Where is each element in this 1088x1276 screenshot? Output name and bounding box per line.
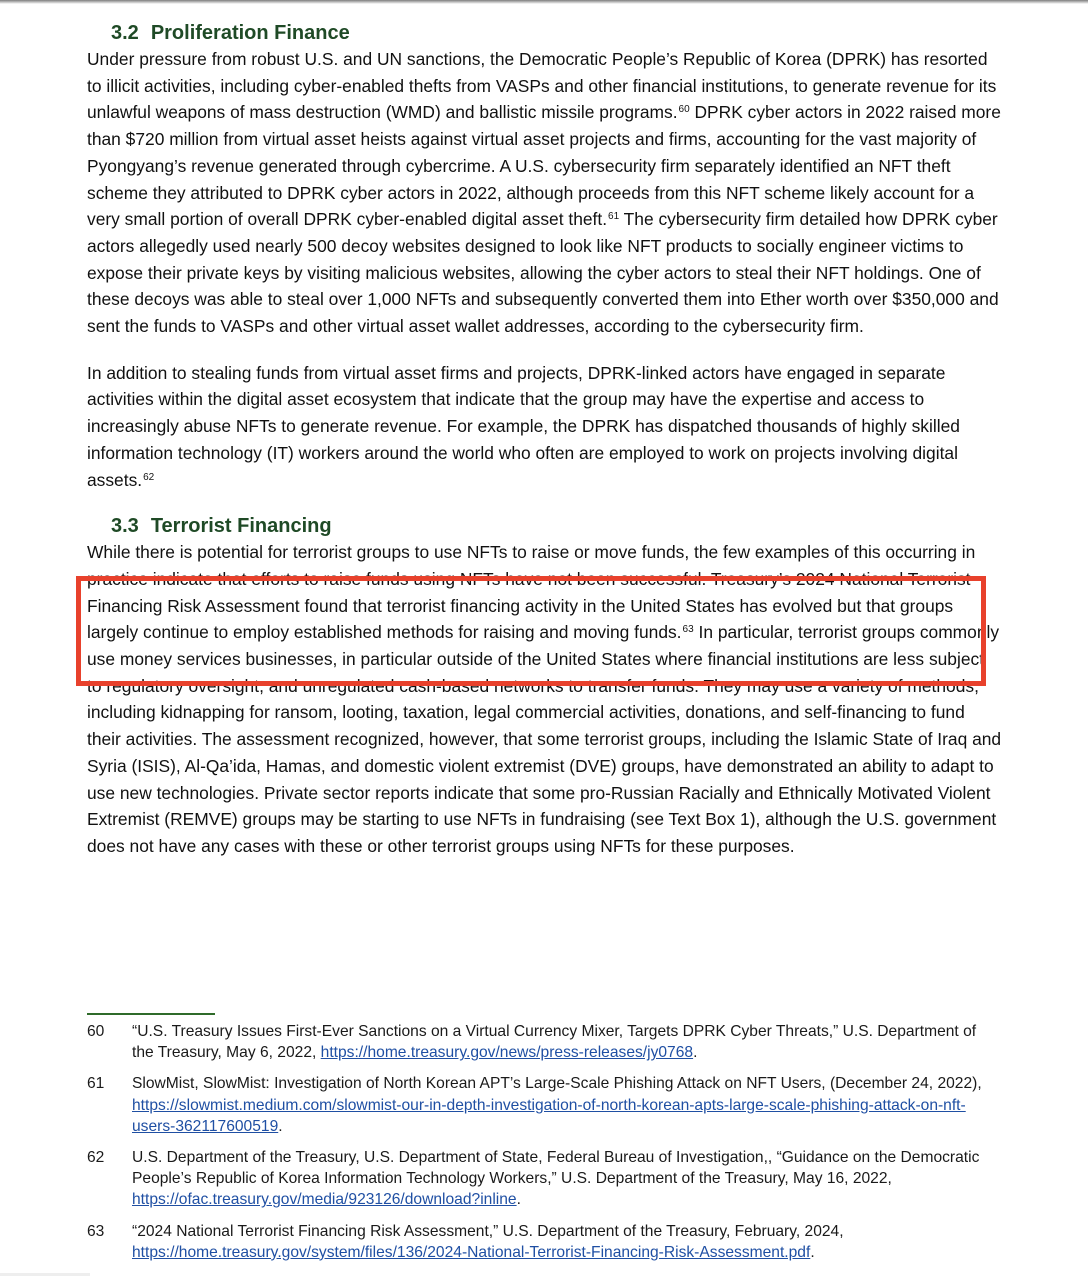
footnote-number: 63 [87, 1222, 105, 1240]
document-page [87, 20, 1002, 860]
footnotes-section [87, 1013, 1002, 1273]
footnote-60 [87, 1021, 1002, 1063]
footnote-link[interactable]: https://ofac.treasury.gov/media/923126/download?inline [132, 1191, 517, 1209]
footnote-61 [87, 1073, 1002, 1137]
footnote-number: 60 [87, 1023, 105, 1040]
footnote-text: U.S. Department of the Treasury, U.S. Department of State, Federal Bureau of Investigation,, “Guidance on the Democratic People’s Republic of Korea Information Technology Workers,” U.S. Department of the Treasury, May 16, 2022, [132, 1149, 980, 1188]
section-number: 3.2 [111, 22, 139, 44]
paragraph-text: In particular, terrorist groups commonly use money services businesses, in particular outside of the United States where financial institutions are less subject to regulatory oversight, and unregulated cash-based networks to transfer funds. They may use a variety of methods, including kidnapping for ransom, looting, taxation, legal commercial activities, donations, and self-financing to fund their activities. The assessment recognized, however, that some terrorist groups, including the Islamic State of Iraq and Syria (ISIS), Al-Qa’ida, Hamas, and domestic violent extremist (DVE) groups, have demonstrated an ability to adapt to use new technologies. Private sector reports indicate that some pro-Russian Racially and Ethnically Motivated Violent Extremist (REMVE) groups may be starting to use NFTs in fundraising (see Text Box 1), although the U.S. government does not have any cases with these or other terrorist groups using NFTs for these purposes. [87, 622, 1002, 856]
footnote-link[interactable]: https://home.treasury.gov/news/press-releases/jy0768 [320, 1044, 694, 1062]
footnote-link[interactable]: https://slowmist.medium.com/slowmist-our-in-depth-investigation-of-north-korean-apts-large-scale-phishing-attack-on-nft-users-362117600519 [132, 1096, 966, 1135]
paragraph-text: The cybersecurity firm detailed how DPRK cyber actors allegedly used nearly 500 decoy websites designed to look like NFT products to socially engineer victims to expose their private keys by visiting malicious websites, allowing the cyber actors to steal their NFT holdings. One of these decoys was able to steal over 1,000 NFTs and subsequently converted them into Ether worth over $350,000 and sent the funds to VASPs and other virtual asset wallet addresses, according to the cybersecurity firm. [87, 209, 999, 337]
section-heading-terrorist-financing [87, 513, 1002, 539]
footnote-divider [87, 1013, 215, 1015]
footnote-tail: . [693, 1044, 698, 1062]
highlighted-text: While there is potential for terrorist groups to use NFTs to raise or move funds, the few examples of this occurring in practice indicate that efforts to raise funds using NFTs have not been successful. Treasury’s 2024 National Terrorist Financing Risk Assessment found that terrorist financing activity in the United States has evolved but that groups largely continue to employ established methods for raising and moving funds. [87, 542, 976, 643]
paragraph-text: Under pressure from robust U.S. and UN sanctions, the Democratic People’s Republic of Korea (DPRK) has resorted to illicit activities, including cyber-enabled thefts from VASPs and other financial institutions, to generate revenue for its unlawful weapons of mass destruction (WMD) and ballistic missile programs. [87, 49, 997, 123]
footnote-link[interactable]: https://home.treasury.gov/system/files/136/2024-National-Terrorist-Financing-Risk-Assessment.pdf [132, 1243, 811, 1261]
paragraph-text: DPRK cyber actors in 2022 raised more than $720 million from virtual asset heists against virtual asset projects and firms, accounting for the vast majority of Pyongyang’s revenue generated through cybercrime. A U.S. cybersecurity firm separately identified an NFT theft scheme they attributed to DPRK cyber actors in 2022, although proceeds from this NFT scheme likely account for a very small portion of overall DPRK cyber-enabled digital asset theft. [87, 102, 1001, 230]
footnote-text: “U.S. Treasury Issues First-Ever Sanctions on a Virtual Currency Mixer, Targets DPRK Cyber Threats,” U.S. Department of the Treasury, May 6, 2022, [132, 1023, 977, 1062]
paragraph-dprk-cyber [87, 46, 1002, 340]
footnote-ref-61[interactable]: 61 [608, 211, 620, 223]
section-title: Proliferation Finance [150, 22, 350, 44]
footnote-text: “2024 National Terrorist Financing Risk Assessment,” U.S. Department of the Treasury, February, 2024, [132, 1222, 844, 1240]
footnote-text: SlowMist, SlowMist: Investigation of North Korean APT’s Large-Scale Phishing Attack on NFT Users, (December 24, 2022), [132, 1075, 982, 1093]
footnote-tail: . [810, 1243, 815, 1261]
footnote-ref-60[interactable]: 60 [678, 104, 690, 116]
paragraph-dprk-it-workers [87, 360, 1002, 494]
section-number: 3.3 [111, 515, 139, 538]
footnote-tail: . [278, 1117, 283, 1135]
section-heading-proliferation-finance [87, 20, 1002, 46]
footnote-62 [87, 1147, 1002, 1211]
highlight-annotation-box [76, 576, 986, 686]
footnote-ref-63[interactable]: 63 [682, 624, 694, 636]
window-top-shadow [0, 0, 1088, 4]
footnote-number: 61 [87, 1075, 105, 1093]
paragraph-text: In addition to stealing funds from virtual asset firms and projects, DPRK-linked actors have engaged in separate activities within the digital asset ecosystem that indicate that the group may have the expertise and access to increasingly abuse NFTs to generate revenue. For example, the DPRK has dispatched thousands of highly skilled information technology (IT) workers around the world who often are employed to work on projects involving digital assets. [87, 362, 960, 490]
footnote-63 [87, 1221, 1002, 1263]
footnote-tail: . [516, 1191, 521, 1209]
footnote-ref-62[interactable]: 62 [143, 471, 155, 483]
section-title: Terrorist Financing [150, 515, 332, 538]
footnote-number: 62 [87, 1149, 105, 1167]
